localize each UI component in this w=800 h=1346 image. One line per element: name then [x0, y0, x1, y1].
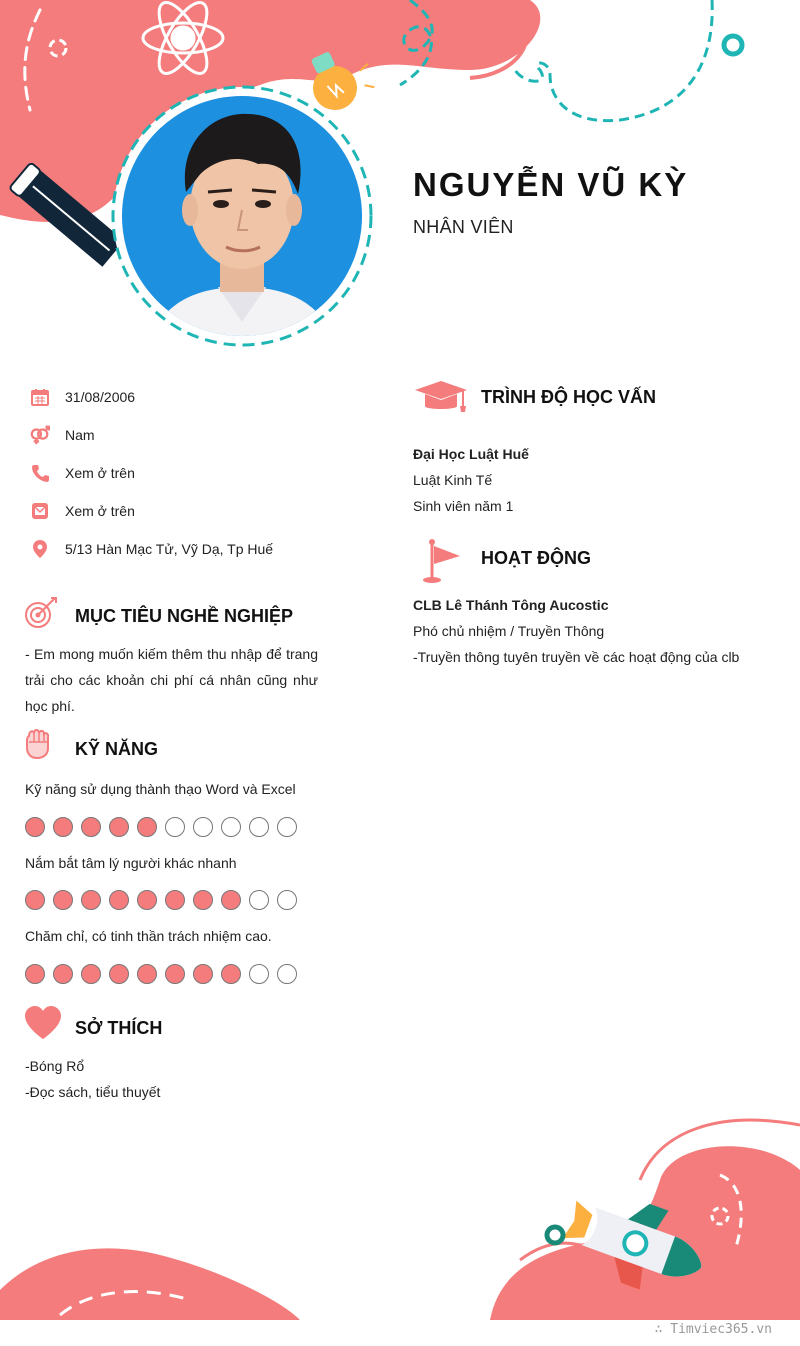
major: Luật Kinh Tế: [413, 472, 493, 488]
rating-dot-filled: [193, 890, 213, 910]
skill-label: Kỹ năng sử dụng thành thạo Word và Excel: [25, 781, 296, 797]
rating-dot-filled: [53, 817, 73, 837]
graduation-cap-icon: [413, 380, 469, 419]
objective-line: học phí.: [25, 698, 75, 714]
objective-title: MỤC TIÊU NGHỀ NGHIỆP: [75, 606, 294, 626]
rating-dot-filled: [193, 964, 213, 984]
rating-dot-empty: [277, 964, 297, 984]
contact-email: [30, 499, 135, 523]
rating-dot-empty: [221, 817, 241, 837]
rating-dot-filled: [109, 964, 129, 984]
skill-rating: [25, 890, 297, 910]
rating-dot-empty: [249, 964, 269, 984]
rating-dot-filled: [109, 890, 129, 910]
contact-value: Nam: [65, 427, 95, 443]
hobby-item: -Đọc sách, tiểu thuyết: [25, 1084, 161, 1100]
rating-dot-filled: [109, 817, 129, 837]
rating-dot-filled: [165, 964, 185, 984]
rating-dot-filled: [165, 890, 185, 910]
rating-dot-filled: [137, 817, 157, 837]
rating-dot-filled: [53, 890, 73, 910]
rating-dot-filled: [221, 890, 241, 910]
email-icon: [30, 501, 50, 521]
organization-name: CLB Lê Thánh Tông Aucostic: [413, 597, 609, 613]
rating-dot-filled: [25, 890, 45, 910]
skills-title: KỸ NĂNG: [75, 739, 159, 759]
school-name: Đại Học Luật Huế: [413, 446, 529, 462]
activity-description: -Truyền thông tuyên truyền về các hoạt động của clb: [413, 649, 740, 665]
activity-role: Phó chủ nhiệm / Truyền Thông: [413, 623, 605, 639]
rating-dot-empty: [193, 817, 213, 837]
rating-dot-empty: [165, 817, 185, 837]
skill-rating: [25, 964, 297, 984]
activities-title: HOẠT ĐỘNG: [481, 548, 591, 568]
contact-phone: [30, 461, 135, 485]
objective-line: - Em mong muốn kiếm thêm thu nhập để trang: [25, 646, 318, 662]
rating-dot-filled: [137, 964, 157, 984]
rating-dot-empty: [277, 890, 297, 910]
contact-value: Xem ở trên: [65, 503, 135, 519]
calendar-icon: [30, 387, 50, 407]
phone-icon: [30, 463, 50, 483]
rating-dot-empty: [277, 817, 297, 837]
footer-decoration: [0, 1110, 800, 1346]
gender-icon: [30, 425, 50, 445]
rating-dot-filled: [81, 890, 101, 910]
heart-icon: [24, 1006, 62, 1045]
contact-gender: [30, 423, 95, 447]
rating-dot-filled: [25, 964, 45, 984]
candidate-name: NGUYỄN VŨ KỲ: [413, 166, 689, 203]
flag-icon: [420, 538, 462, 589]
rating-dot-filled: [137, 890, 157, 910]
education-details: [413, 441, 529, 519]
rating-dot-empty: [249, 817, 269, 837]
education-title: TRÌNH ĐỘ HỌC VẤN: [481, 387, 656, 407]
rating-dot-empty: [249, 890, 269, 910]
contact-address: [30, 537, 274, 561]
education-note: Sinh viên năm 1: [413, 498, 514, 514]
location-icon: [30, 539, 50, 559]
rating-dot-filled: [81, 817, 101, 837]
target-icon: [24, 596, 58, 635]
watermark: ∴ Timviec365.vn: [654, 1322, 772, 1337]
skill-label: Nắm bắt tâm lý người khác nhanh: [25, 855, 237, 871]
objective-line: trải cho các khoản chi phí cá nhân cũng như: [25, 672, 318, 688]
job-position: NHÂN VIÊN: [413, 217, 514, 237]
rating-dot-filled: [53, 964, 73, 984]
contact-value: 5/13 Hàn Mạc Tử, Vỹ Dạ, Tp Huế: [65, 541, 274, 557]
contact-value: Xem ở trên: [65, 465, 135, 481]
rating-dot-filled: [81, 964, 101, 984]
rating-dot-filled: [25, 817, 45, 837]
objective-text: [25, 641, 318, 719]
activities-details: [413, 592, 739, 670]
avatar: [108, 82, 376, 350]
contact-value: 31/08/2006: [65, 389, 136, 405]
hobbies-title: SỞ THÍCH: [75, 1018, 163, 1038]
hobby-item: -Bóng Rổ: [25, 1058, 85, 1074]
skill-rating: [25, 817, 297, 837]
contact-birthdate: [30, 385, 136, 409]
fist-icon: [25, 728, 49, 765]
skill-label: Chăm chỉ, có tinh thần trách nhiệm cao.: [25, 928, 272, 944]
rating-dot-filled: [221, 964, 241, 984]
hobbies-text: [25, 1053, 160, 1105]
